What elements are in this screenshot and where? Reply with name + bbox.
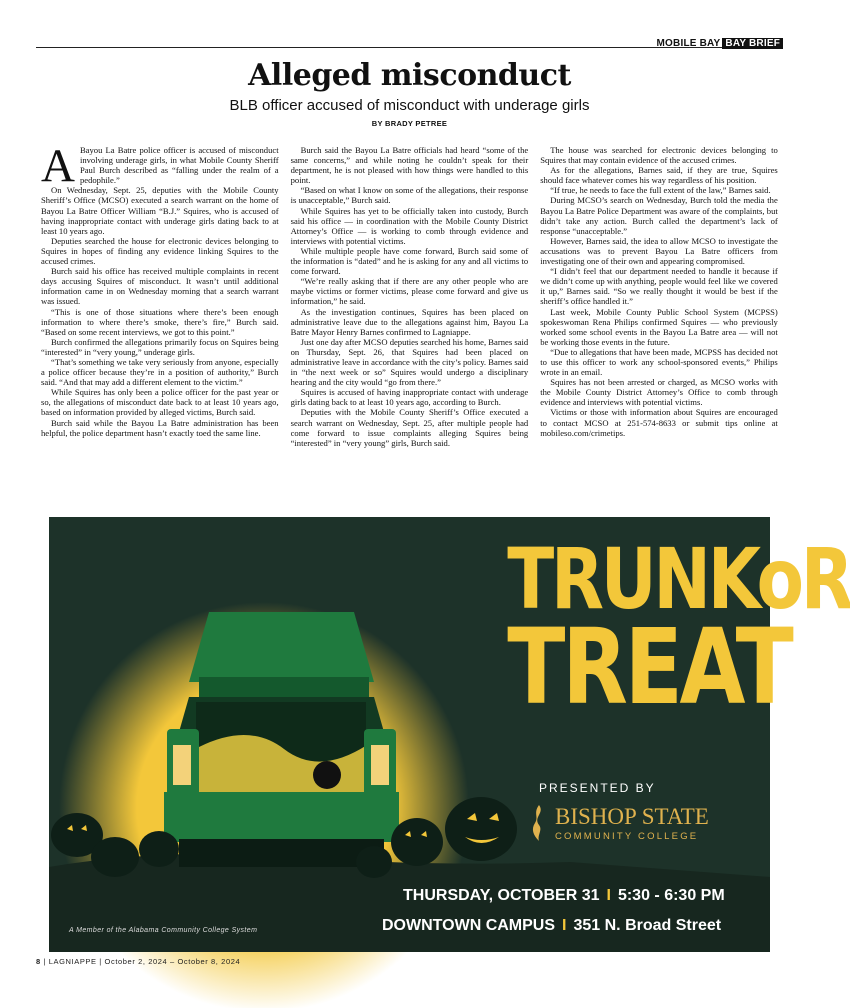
flame-icon <box>529 803 549 843</box>
ad-title <box>483 530 850 728</box>
separator: I <box>606 887 611 904</box>
article-paragraph: While multiple people have come forward, Burch said some of the information is “dated” and he is asking for any and all victims to come forward. <box>290 245 529 277</box>
page-number: 8 <box>36 957 41 966</box>
event-date: THURSDAY, OCTOBER 31 <box>403 887 600 904</box>
article-column-3 <box>540 145 778 448</box>
issue-dates: October 2, 2024 – October 8, 2024 <box>104 957 241 966</box>
event-address: 351 N. Broad Street <box>573 917 722 934</box>
article-paragraph: Just one day after MCSO deputies searched his home, Barnes said on Thursday, Sept. 26, that Squires had been placed on administrative leave in accordance with the city’s policy. Barnes said in “the next week or so” Squires would undergo a disciplinary hearing and the city would “go from there.” <box>290 336 529 388</box>
publication-name: LAGNIAPPE <box>48 957 97 966</box>
article-paragraph: The house was searched for electronic devices belonging to Squires that may contain evidence of the accused crimes. <box>540 145 778 166</box>
section-label: MOBILE BAY <box>656 38 721 49</box>
car-icon <box>164 612 399 867</box>
page-footer: 8 | LAGNIAPPE | October 2, 2024 – October 8, 2024 <box>36 957 241 966</box>
sponsor-logo <box>529 803 709 843</box>
member-note: A Member of the Alabama Community College System <box>69 927 258 934</box>
article-paragraph: “Based on what I know on some of the allegations, their response is unacceptable,” Burch said. <box>290 185 529 206</box>
article-paragraph: “That’s something we take very seriously from anyone, especially a police officer because they’re in a position of authority,” Burch said. “And that may add a different element to the victim.” <box>41 356 279 388</box>
byline: BY BRADY PETREE <box>371 119 448 128</box>
section-tag <box>657 38 783 49</box>
article-column-2 <box>291 145 529 448</box>
article-paragraph: Deputies with the Mobile County Sheriff’s Office executed a search warrant on Wednesday, Sept. 25, after multiple people had come forward to issue complaints alleging Squires being “interested” in “very young” girls, Burch said. <box>290 407 529 448</box>
article-paragraph: Victims or those with information about Squires are encouraged to contact MCSO at 251-574-8633 or submit tips online at mobileso.com/crimetips. <box>540 407 778 438</box>
drop-cap: A <box>41 140 75 192</box>
article-paragraph: Squires has not been arrested or charged, as MCSO works with the Mobile County District Attorney’s Office to comb through evidence and interviews with potential victims. <box>540 377 778 408</box>
event-location: DOWNTOWN CAMPUS <box>382 917 556 934</box>
presented-by: PRESENTED BY <box>539 781 656 795</box>
article-paragraph: However, Barnes said, the idea to allow MCSO to investigate the accusations was to prevent Bayou La Batre officers from investigating one of their own and appearing compromised. <box>540 235 778 267</box>
article-paragraph: “We’re really asking that if there are any other people who are maybe victims or former victims, please come forward and give us information,” he said. <box>290 276 529 307</box>
section-sublabel: BAY BRIEF <box>722 38 783 49</box>
article-paragraph: As for the allegations, Barnes said, if they are true, Squires should face whatever comes his way regardless of his position. <box>540 165 778 186</box>
article-paragraph: Deputies searched the house for electronic devices belonging to Squires in hopes of finding any evidence linking Squires to the accused crimes. <box>41 235 279 267</box>
article-paragraph: While Squires has yet to be officially taken into custody, Burch said his office — in coordination with the Mobile County District Attorney’s Office — is working to comb through evidence and interviews with potential victims. <box>290 205 529 246</box>
deck: BLB officer accused of misconduct with underage girls <box>229 97 590 114</box>
headline: Alleged misconduct <box>248 58 571 93</box>
article-paragraph: Burch said the Bayou La Batre officials had heard “some of the same concerns,” and while noting he couldn’t speak for their department, he is not pleased with how things were handled to this point. <box>290 145 529 186</box>
sponsor-name: BISHOP STATE <box>555 803 709 829</box>
article-column-1 <box>41 140 279 448</box>
article-paragraph: “If true, he needs to face the full extent of the law,” Barnes said. <box>550 185 771 196</box>
event-time: 5:30 - 6:30 PM <box>617 887 725 904</box>
article-paragraph: Burch said his office has received multiple complaints in recent days accusing Squires of misconduct. It wasn’t until additional information came in on Wednesday morning that a search warrant was issued. <box>41 266 279 307</box>
separator: I <box>562 917 567 934</box>
article-paragraph: A Bayou La Batre police officer is accused of misconduct involving underage girls, in what Mobile County Sheriff Paul Burch described as “falling under the realm of a pedophile.” <box>41 140 279 192</box>
article-body <box>41 140 778 448</box>
article-paragraph: “This is one of those situations where there’s been enough information to where there’s smoke, there’s fire,” Burch said. “Based on some recent interviews, we got to this point.” <box>41 306 279 337</box>
article-paragraph: Squires is accused of having inappropriate contact with underage girls dating back to at least 10 years ago, according to Burch. <box>290 387 529 408</box>
ad-title-line-2: TREAT <box>507 606 791 728</box>
article-paragraph: While Squires has only been a police officer for the past year or so, the allegations of misconduct date back to at least 10 years ago, based on information provided by alleged victims, Burch said. <box>41 387 279 418</box>
article-paragraph: “I didn’t feel that our department needed to handle it because if we didn’t come up with anything, people would feel like we covered it up,” Barnes said. “So we really thought it would be best if the sheriff’s office handled it.” <box>540 266 778 307</box>
article-paragraph: “Due to allegations that have been made, MCPSS has decided not to use this officer to work any school-sponsored events,” Philips wrote in an email. <box>540 346 778 378</box>
event-date-line <box>403 887 725 905</box>
article-paragraph: Burch said while the Bayou La Batre administration has been helpful, the police department hasn’t exactly toed the same line. <box>41 417 279 438</box>
event-location-line <box>382 917 721 935</box>
article-paragraph: As the investigation continues, Squires has been placed on administrative leave due to the allegations against him, Bayou La Batre Mayor Henry Barnes confirmed to Lagniappe. <box>290 306 529 337</box>
trunk-or-treat-ad[interactable] <box>49 517 850 952</box>
article-paragraph: Last week, Mobile County Public School System (MCPSS) spokeswoman Rena Philips confirmed Squires — who previously worked some school events in the Bayou La Batre area — will not be working those events in the future. <box>540 306 778 347</box>
sponsor-subtitle: COMMUNITY COLLEGE <box>555 830 699 842</box>
ad-title-line-1: TRUNKoR <box>507 530 850 628</box>
article-paragraph: On Wednesday, Sept. 25, deputies with the Mobile County Sheriff’s Office (MCSO) executed a search warrant on the home of Bayou La Batre Officer William “B.J.” Squires, who is accused of having inappropriate contact with underage girls dating back to at least 10 years ago. <box>41 185 279 236</box>
article-paragraph: Burch confirmed the allegations primarily focus on Squires being “interested” in “very young,” underage girls. <box>41 336 279 357</box>
article-paragraph: During MCSO’s search on Wednesday, Burch told the media the Bayou La Batre Police Department was aware of the complaints, but didn’t take any action. Burch called the department’s lack of response “unacceptable.” <box>540 195 778 236</box>
